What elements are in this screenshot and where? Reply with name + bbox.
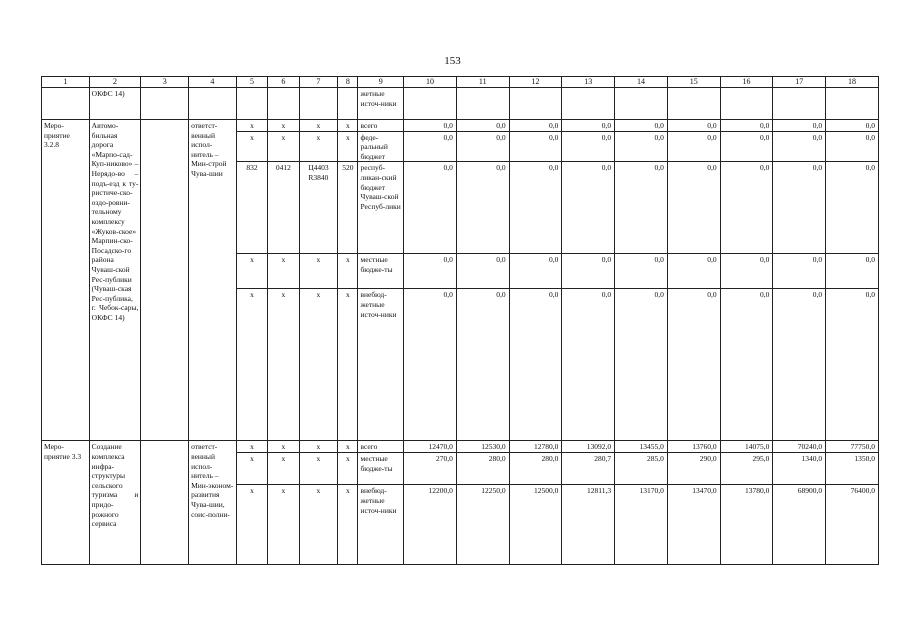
budget-code-type: x — [338, 254, 358, 289]
amount-cell: 290,0 — [667, 453, 720, 485]
amount-cell: 14075,0 — [720, 441, 773, 453]
amount-cell: 0,0 — [509, 131, 562, 162]
budget-code-section: x — [268, 485, 299, 565]
budget-code-type: x — [338, 453, 358, 485]
budget-code-section: x — [268, 254, 299, 289]
amount-cell: 70240,0 — [773, 441, 826, 453]
amount-cell: 0,0 — [404, 162, 457, 254]
funding-source: местные бюдже-ты — [358, 453, 404, 485]
amount-cell: 0,0 — [773, 289, 826, 441]
table-row — [42, 441, 879, 453]
page-number: 153 — [444, 55, 461, 67]
amount-cell: 0,0 — [615, 162, 668, 254]
budget-code-type: x — [338, 441, 358, 453]
amount-cell: 0,0 — [562, 254, 615, 289]
amount-cell: 0,0 — [826, 254, 879, 289]
column-number: 9 — [358, 77, 404, 88]
budget-code-gov: x — [236, 453, 267, 485]
amount-cell: 0,0 — [615, 289, 668, 441]
amount-cell: 0,0 — [720, 289, 773, 441]
amount-cell: 0,0 — [404, 120, 457, 132]
budget-code-target: x — [299, 254, 338, 289]
amount-cell: 0,0 — [615, 120, 668, 132]
table-row — [42, 120, 879, 132]
amount-cell: 0,0 — [667, 289, 720, 441]
column-number: 14 — [615, 77, 668, 88]
budget-code-gov: x — [236, 441, 267, 453]
amount-cell: 13760,0 — [667, 441, 720, 453]
amount-cell: 0,0 — [773, 131, 826, 162]
budget-code-section: 0412 — [268, 162, 299, 254]
amount-cell: 0,0 — [456, 162, 509, 254]
amount-cell: 13092,0 — [562, 441, 615, 453]
funding-source: внебюд-жетные источ-ники — [358, 289, 404, 441]
column-number: 3 — [141, 77, 189, 88]
amount-cell: 76400,0 — [826, 485, 879, 565]
amount-cell: 0,0 — [720, 162, 773, 254]
amount-cell: 0,0 — [773, 162, 826, 254]
budget-code-section: x — [268, 120, 299, 132]
column-number: 12 — [509, 77, 562, 88]
column-number: 16 — [720, 77, 773, 88]
amount-cell: 0,0 — [773, 120, 826, 132]
continuation-source: жетные источ-ники — [358, 88, 404, 120]
budget-code-section: x — [268, 441, 299, 453]
budget-code-type: x — [338, 289, 358, 441]
measure-name: Создание комплекса инфра-структуры сельского туризма и придо-рожного сервиса — [89, 441, 141, 565]
amount-cell: 280,0 — [509, 453, 562, 485]
budget-code-gov: x — [236, 254, 267, 289]
amount-cell: 0,0 — [404, 254, 457, 289]
amount-cell: 12470,0 — [404, 441, 457, 453]
column-number: 18 — [826, 77, 879, 88]
budget-code-gov: x — [236, 289, 267, 441]
amount-cell: 0,0 — [456, 254, 509, 289]
budget-code-target: x — [299, 441, 338, 453]
column-number: 15 — [667, 77, 720, 88]
budget-code-target: x — [299, 120, 338, 132]
amount-cell: 0,0 — [720, 254, 773, 289]
amount-cell: 0,0 — [509, 120, 562, 132]
amount-cell: 12530,0 — [456, 441, 509, 453]
budget-code-type: x — [338, 120, 358, 132]
column-number: 5 — [236, 77, 267, 88]
budget-code-target: x — [299, 289, 338, 441]
budget-code-target: x — [299, 485, 338, 565]
amount-cell: 0,0 — [615, 254, 668, 289]
column-numbers-row — [42, 77, 879, 88]
amount-cell: 0,0 — [667, 120, 720, 132]
amount-cell: 0,0 — [615, 131, 668, 162]
funding-source: респуб-ликан-ский бюджет Чуваш-ской Респуб-лики — [358, 162, 404, 254]
amount-cell: 0,0 — [667, 162, 720, 254]
amount-cell: 12250,0 — [456, 485, 509, 565]
amount-cell: 0,0 — [826, 131, 879, 162]
amount-cell: 13170,0 — [615, 485, 668, 565]
amount-cell: 12500,0 — [509, 485, 562, 565]
budget-code-type: x — [338, 485, 358, 565]
amount-cell: 77750,0 — [826, 441, 879, 453]
amount-cell: 295,0 — [720, 453, 773, 485]
amount-cell: 0,0 — [509, 289, 562, 441]
column-number: 13 — [562, 77, 615, 88]
amount-cell: 0,0 — [509, 254, 562, 289]
amount-cell: 12780,0 — [509, 441, 562, 453]
amount-cell: 0,0 — [456, 131, 509, 162]
amount-cell: 0,0 — [562, 162, 615, 254]
column-number: 2 — [89, 77, 141, 88]
amount-cell: 0,0 — [456, 120, 509, 132]
amount-cell: 0,0 — [509, 162, 562, 254]
measure-executor: ответст-венный испол-нитель – Мин-строй Чува-шии — [189, 120, 237, 441]
column-number: 17 — [773, 77, 826, 88]
measure-executor: ответст-венный испол-нитель – Мин-эконом-развития Чува-шии, соис-полни- — [189, 441, 237, 565]
amount-cell: 13455,0 — [615, 441, 668, 453]
amount-cell: 0,0 — [667, 254, 720, 289]
amount-cell: 12811,3 — [562, 485, 615, 565]
funding-source: всего — [358, 120, 404, 132]
amount-cell: 0,0 — [404, 289, 457, 441]
amount-cell: 0,0 — [562, 289, 615, 441]
amount-cell: 12200,0 — [404, 485, 457, 565]
amount-cell: 0,0 — [562, 120, 615, 132]
continuation-name: ОКФС 14) — [89, 88, 141, 120]
amount-cell: 0,0 — [826, 120, 879, 132]
amount-cell: 68900,0 — [773, 485, 826, 565]
budget-code-target: x — [299, 453, 338, 485]
amount-cell: 0,0 — [773, 254, 826, 289]
column-number: 4 — [189, 77, 237, 88]
amount-cell: 0,0 — [720, 120, 773, 132]
amount-cell: 285,0 — [615, 453, 668, 485]
budget-code-gov: x — [236, 131, 267, 162]
amount-cell: 13470,0 — [667, 485, 720, 565]
column-number: 11 — [456, 77, 509, 88]
funding-source: феде-ральный бюджет — [358, 131, 404, 162]
measure-title: Меро-приятие 3.2.8 — [42, 120, 90, 441]
column-number: 7 — [299, 77, 338, 88]
budget-code-type: x — [338, 131, 358, 162]
amount-cell: 1340,0 — [773, 453, 826, 485]
budget-code-gov: 832 — [236, 162, 267, 254]
amount-cell: 0,0 — [826, 289, 879, 441]
amount-cell: 280,7 — [562, 453, 615, 485]
amount-cell: 13780,0 — [720, 485, 773, 565]
amount-cell: 0,0 — [667, 131, 720, 162]
budget-code-gov: x — [236, 120, 267, 132]
amount-cell: 0,0 — [404, 131, 457, 162]
amount-cell: 0,0 — [720, 131, 773, 162]
funding-source: всего — [358, 441, 404, 453]
measure-title: Меро-приятие 3.3 — [42, 441, 90, 565]
column-number: 10 — [404, 77, 457, 88]
funding-source: местные бюдже-ты — [358, 254, 404, 289]
continuation-row — [42, 88, 879, 120]
budget-code-target: x — [299, 131, 338, 162]
amount-cell: 0,0 — [456, 289, 509, 441]
budget-code-target: Ц4403 R3840 — [299, 162, 338, 254]
budget-code-section: x — [268, 131, 299, 162]
funding-source: внебюд-жетные источ-ники — [358, 485, 404, 565]
empty-cell — [141, 441, 189, 565]
amount-cell: 1350,0 — [826, 453, 879, 485]
budget-code-gov: x — [236, 485, 267, 565]
empty-cell — [141, 120, 189, 441]
column-number: 6 — [268, 77, 299, 88]
amount-cell: 0,0 — [562, 131, 615, 162]
measure-name: Автомо-бильная дорога «Марпо-сад-Куп-никово» – Нерядо-во – подъ-езд к ту-ристиче-ско-оздо-ровни-тельному комплексу «Жуков-ское» Марпин-ско-Посадско-го района Чуваш-ской Рес-публики (Чуваш-ская Рес-публика, г. Чебок-сары, ОКФС 14) — [89, 120, 141, 441]
amount-cell: 0,0 — [826, 162, 879, 254]
budget-table — [41, 76, 879, 565]
amount-cell: 270,0 — [404, 453, 457, 485]
budget-code-section: x — [268, 453, 299, 485]
column-number: 1 — [42, 77, 90, 88]
amount-cell: 280,0 — [456, 453, 509, 485]
budget-code-section: x — [268, 289, 299, 441]
budget-code-type: 520 — [338, 162, 358, 254]
column-number: 8 — [338, 77, 358, 88]
